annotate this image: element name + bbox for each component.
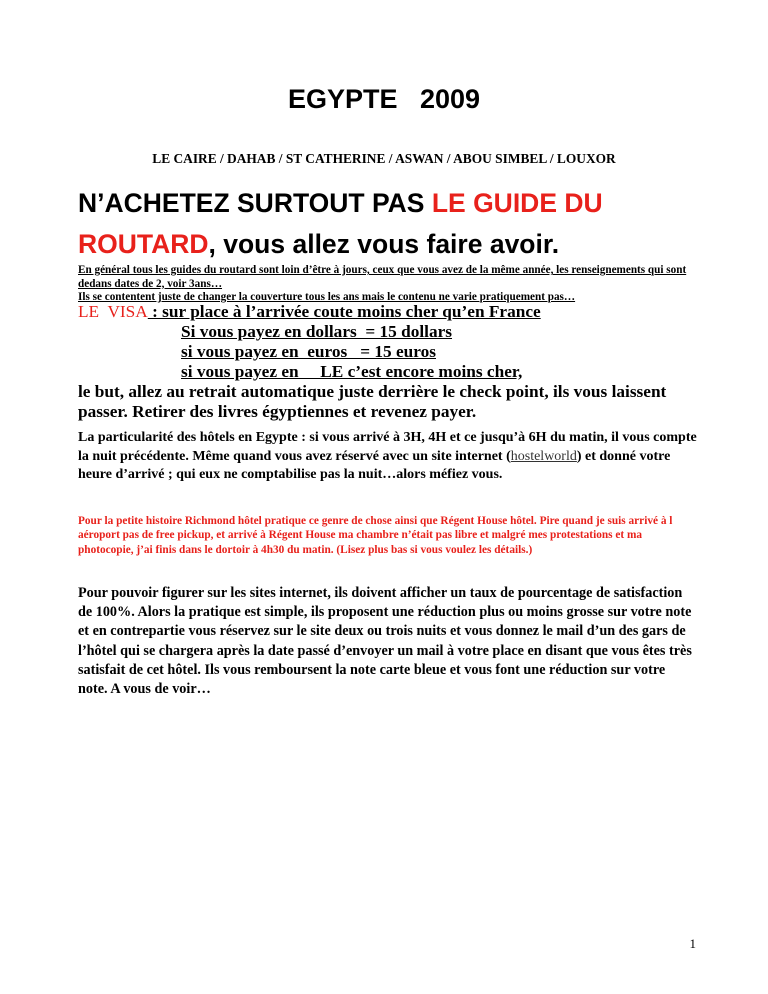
visa-intro: : sur place à l’arrivée coute moins cher qu’en France [147,302,541,321]
hostelworld-link[interactable]: hostelworld [510,448,577,464]
visa-section [78,302,718,422]
hotels-after: ) et donné votre heure d’arrivé ; qui eux ne comptabilise pas la nuit…alors méfiez vous. [78,448,671,482]
visa-dollars: Si vous payez en dollars = 15 dollars [181,322,453,341]
visa-label: LE VISA [78,302,148,321]
warning-after: , vous allez vous faire avoir. [208,229,560,259]
warning-before: N’ACHETEZ SURTOUT PAS [78,188,432,218]
visa-euros: si vous payez en euros = 15 euros [181,342,436,361]
routard-warning [78,183,718,265]
sites-paragraph: Pour pouvoir figurer sur les sites internet, ils doivent afficher un taux de pourcentage de satisfaction de 100%. Alors la pratique est simple, ils proposent une réduction plus ou moins grosse sur votre note et en contrepartie vous réservez sur le site deux ou trois nuits et vous donnez le mail d’un des gars de l’hôtel qui se chargera après la date passé d’envoyer un mail à votre place en disant que vous êtes très satisfait de cet hôtel. Ils vous remboursent la note carte bleue et vous font une réduction sur votre note. A vous de voir… [78,585,692,698]
hotels-paragraph [78,429,698,485]
visa-tip: le but, allez au retrait automatique juste derrière le check point, ils vous laissent passer. Retirer des livres égyptiennes et revenez payer. [78,382,667,421]
route-subtitle: LE CAIRE / DAHAB / ST CATHERINE / ASWAN / ABOU SIMBEL / LOUXOR [152,151,616,166]
visa-le: si vous payez en LE c’est encore moins cher, [181,362,523,381]
warning-highlight: LE GUIDE DU ROUTARD [78,188,603,259]
guide-note-line1: En général tous les guides du routard sont loin d’être à jours, ceux que vous avez de la même année, les renseignements qui sont dedans dates de 2, voir 3ans… [78,264,687,290]
page-number: 1 [689,936,696,951]
hotels-before: La particularité des hôtels en Egypte : si vous arrivé à 3H, 4H et ce jusqu’à 6H du matin, il vous compte la nuit précédente. Même quand vous avez réservé avec un site internet ( [78,430,697,464]
guide-note-line2: Ils se contentent juste de changer la couverture tous les ans mais le contenu ne varie pratiquement pas… [78,291,576,304]
story-paragraph: Pour la petite histoire Richmond hôtel pratique ce genre de chose ainsi que Régent House hôtel. Pire quand je suis arrivé à l aéroport pas de free pickup, et arrivé à Régent House ma chambre n’était pas libre et malgré mes protestations et ma photocopie, j’ai finis dans le dortoir à 4h30 du matin. (Lisez plus bas si vous voulez les détails.) [78,515,673,556]
guide-note [78,264,718,305]
document-title: EGYPTE 2009 [287,84,481,114]
